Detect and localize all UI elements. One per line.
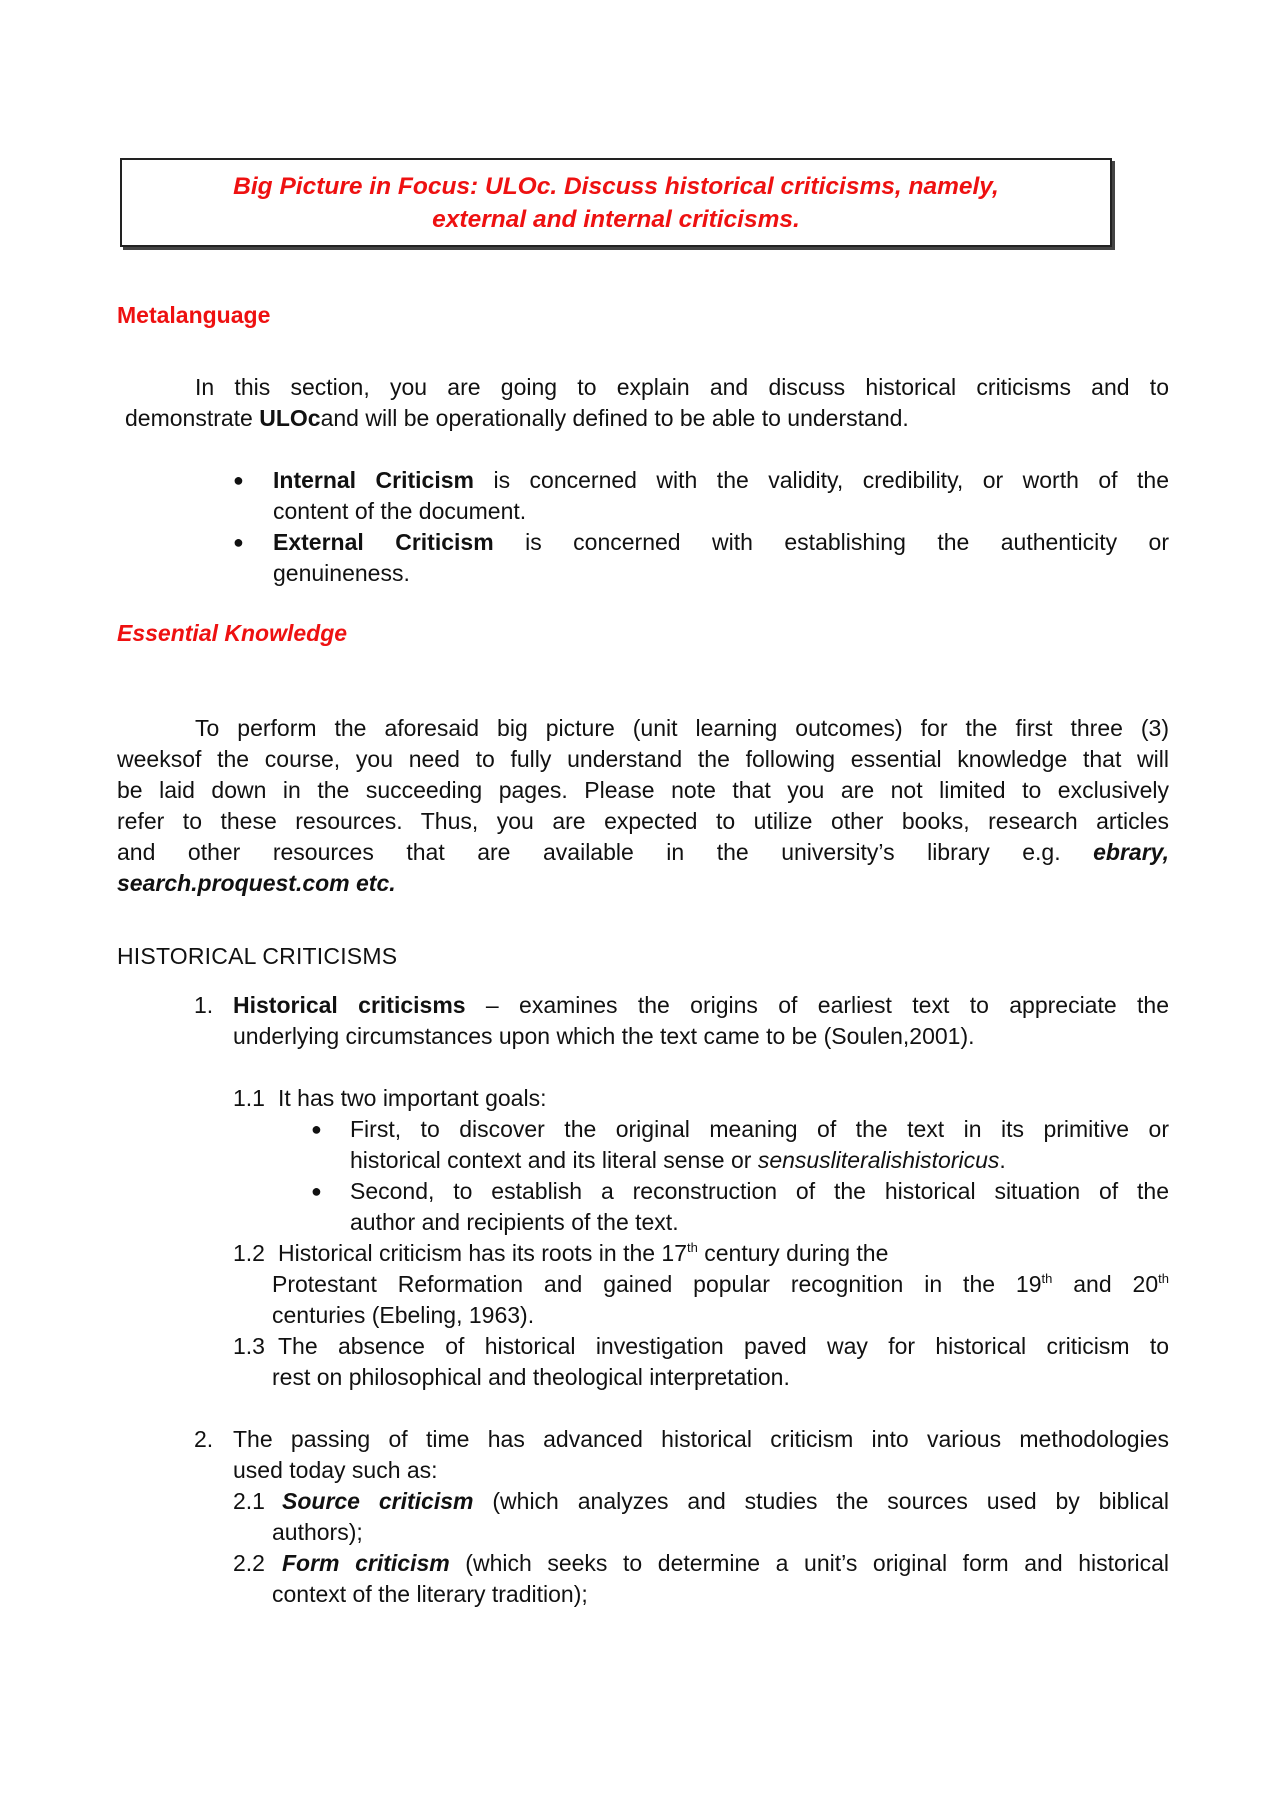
item-1-text: Historical criticisms – examines the origins of earliest text to appreciate the underlying circumstances upon which the text came to be (Soulen,2001).	[233, 992, 1169, 1049]
item-2-text: The passing of time has advanced historical criticism into various methodologies used today such as:	[233, 1426, 1169, 1483]
item-1-2-number: 1.2	[233, 1240, 265, 1266]
term-external-criticism: External Criticism	[273, 529, 494, 555]
item-1-2-continued: Protestant Reformation and gained popular recognition in the 19th and 20th centuries (Ebeling, 1963).	[272, 1271, 1169, 1328]
term-historical-criticisms: Historical criticisms	[233, 992, 466, 1018]
intro-line-2: demonstrate ULOcand will be operationally defined to be able to understand.	[125, 405, 909, 431]
bullet-dot: ●	[233, 532, 244, 552]
latin-term: sensusliteralishistoricus	[757, 1147, 1000, 1173]
term-internal-criticism: Internal Criticism	[273, 467, 474, 493]
metalanguage-intro	[117, 372, 1169, 434]
bullet-dot: ●	[311, 1181, 322, 1201]
item-1-number: 1.	[194, 992, 214, 1018]
item-2-1-text: Source criticism (which analyzes and studies the sources used by biblical authors);	[272, 1488, 1169, 1545]
bullet-external-criticism: ● External Criticism is concerned with establishing the authenticity or genuineness.	[233, 529, 1169, 586]
item-1-1-text: It has two important goals:	[278, 1085, 547, 1111]
big-picture-title-line2: external and internal criticisms.	[432, 206, 800, 233]
bullet-dot: ●	[233, 470, 244, 490]
item-2-2-text: Form criticism (which seeks to determine a unit’s original form and historical context of the literary tradition);	[272, 1550, 1169, 1607]
essential-knowledge-paragraph: To perform the aforesaid big picture (unit learning outcomes) for the first three (3) weeksof the course, you need to fully understand the following essential knowledge that will be laid down in the succeeding pages. Please note that you are not limited to exclusively refer to these resources. Thus, you are expected to utilize other books, research articles and other resources that are available in the university’s library e.g. ebrary, search.proquest.com etc.	[117, 715, 1170, 896]
ebrary-reference: ebrary,	[1093, 839, 1170, 865]
bullet-internal-criticism: ● Internal Criticism is concerned with the validity, credibility, or worth of the content of the document.	[233, 467, 1169, 524]
goal-bullet-first: ● First, to discover the original meaning of the text in its primitive or historical context and its literal sense or sensusliteralishistoricus.	[311, 1116, 1169, 1173]
item-1-1-number: 1.1	[233, 1085, 265, 1111]
uloc-term: ULOc	[259, 405, 321, 431]
metalanguage-heading: Metalanguage	[117, 302, 271, 328]
item-2-2-number: 2.2	[233, 1550, 265, 1576]
essential-knowledge-heading: Essential Knowledge	[117, 620, 348, 646]
historical-criticisms-heading: HISTORICAL CRITICISMS	[117, 943, 398, 969]
item-2-number: 2.	[194, 1426, 214, 1452]
bullet-dot: ●	[311, 1119, 322, 1139]
term-source-criticism: Source criticism	[282, 1488, 474, 1514]
goal-bullet-second: ● Second, to establish a reconstruction of the historical situation of the author and recipients of the text.	[311, 1178, 1169, 1235]
big-picture-title-line1: Big Picture in Focus: ULOc. Discuss historical criticisms, namely,	[233, 173, 999, 200]
item-1-3-text: The absence of historical investigation paved way for historical criticism to rest on philosophical and theological interpretation.	[272, 1333, 1169, 1390]
proquest-reference: search.proquest.com etc.	[117, 870, 396, 896]
item-1-2-line1: Historical criticism has its roots in the 17th century during the	[278, 1240, 889, 1266]
big-picture-box	[120, 158, 1112, 247]
item-2-1-number: 2.1	[233, 1488, 265, 1514]
item-1-3-number: 1.3	[233, 1333, 265, 1359]
intro-line-1: In this section, you are going to explain and discuss historical criticisms and to	[195, 374, 1169, 400]
term-form-criticism: Form criticism	[282, 1550, 450, 1576]
